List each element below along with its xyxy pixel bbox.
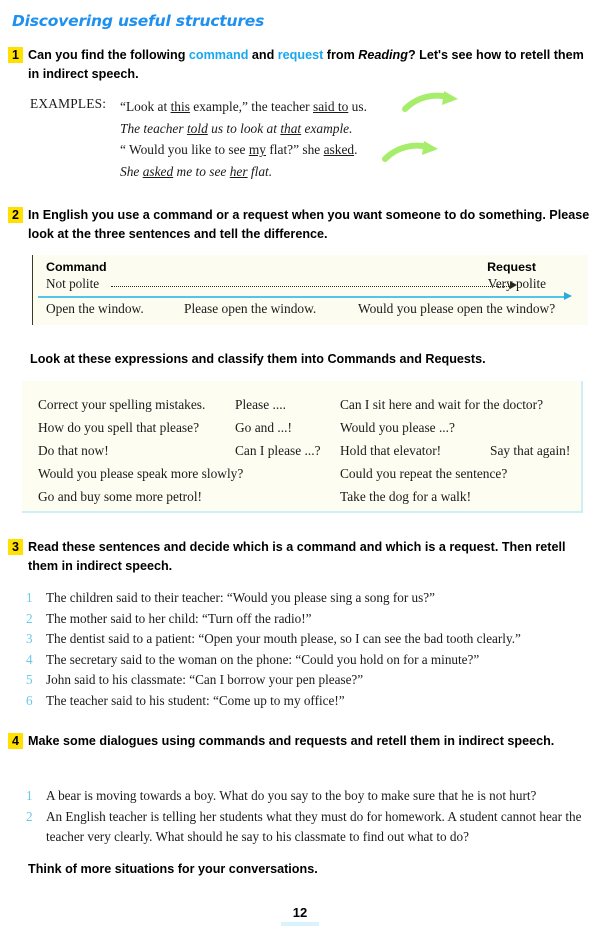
- task-3-list: [22, 588, 592, 711]
- expression-c3: Hold that elevator!: [340, 443, 442, 458]
- task-3-item-number: 4: [26, 651, 33, 667]
- task-3-item-text: The mother said to her child: “Turn off the radio!”: [46, 610, 312, 626]
- scale-sentence-3: Would you please open the window?: [358, 301, 556, 316]
- expression-a1: Correct your spelling mistakes.: [38, 397, 206, 412]
- task-1-part-b: and: [248, 48, 278, 62]
- keyword-command: command: [188, 48, 249, 62]
- task-2-text: In English you use a command or a request when you want someone to do something. Please look at the three sentences and tell the difference.: [28, 208, 590, 241]
- example-line-4-seg-3: me to see: [173, 163, 230, 179]
- example-line-4: [120, 161, 500, 183]
- task-1: [8, 46, 592, 83]
- reading-reference: Reading: [358, 48, 408, 62]
- example-line-2-seg-4: that: [280, 120, 302, 136]
- task-3-item-number: 6: [26, 692, 33, 708]
- task-3-item-text: The teacher said to his student: “Come up to my office!”: [46, 692, 345, 708]
- task-3-item-text: The dentist said to a patient: “Open your mouth please, so I can see the bad tooth clearly.”: [46, 631, 521, 646]
- expression-a2: How do you spell that please?: [38, 420, 200, 435]
- examples-label: EXAMPLES:: [30, 96, 107, 111]
- example-line-1-seg-1: “Look at: [120, 99, 171, 114]
- examples-block: [30, 96, 500, 182]
- task-number-badge-2: 2: [8, 207, 23, 223]
- expression-a3: Do that now!: [38, 443, 109, 458]
- page-number: 12: [292, 905, 308, 920]
- example-line-1-seg-3: example,” the teacher: [189, 99, 313, 114]
- scale-sub-very-polite: Very polite: [487, 276, 546, 291]
- scale-sub-not-polite: Not polite: [46, 276, 100, 291]
- example-line-3-seg-5: .: [354, 142, 358, 157]
- task-4-item: [22, 786, 592, 807]
- example-line-1-seg-5: us.: [348, 99, 367, 114]
- keyword-request: request: [277, 48, 324, 62]
- scale-heading-command: Command: [46, 260, 107, 274]
- dotted-scale-line: [111, 286, 511, 288]
- task-number-badge-4: 4: [8, 733, 23, 749]
- example-line-4-seg-1: She: [120, 163, 143, 179]
- expression-c2: Would you please ...?: [340, 420, 455, 435]
- task-3-item-number: 5: [26, 672, 33, 687]
- task-3-item: [22, 670, 592, 691]
- expression-b3: Can I please ...?: [235, 443, 321, 458]
- expressions-box: [22, 381, 583, 513]
- polite-scale-box: [32, 255, 588, 325]
- task-3-text: Read these sentences and decide which is a command and which is a request. Then retell them in indirect speech.: [28, 540, 566, 573]
- task-3-item: [22, 609, 592, 630]
- example-line-3-seg-2: my: [248, 142, 266, 157]
- page-number-rule: [281, 922, 319, 926]
- example-line-2: [120, 118, 500, 140]
- classify-instruction: Look at these expressions and classify them into Commands and Requests.: [30, 352, 486, 366]
- task-4-item-text: An English teacher is telling her students what they must do for homework. A student cannot hear the teacher very clearly. What should he say to his classmate to find out what to do?: [46, 808, 582, 844]
- task-4-item: [22, 807, 592, 848]
- task-4-list: [22, 786, 592, 848]
- task-4-item-number: 1: [26, 788, 33, 803]
- task-number-badge-3: 3: [8, 539, 23, 555]
- examples-lines: [120, 96, 500, 182]
- expression-d1: Say that again!: [490, 443, 571, 458]
- task-4-item-text: A bear is moving towards a boy. What do you say to the boy to make sure that he is not hurt?: [46, 788, 537, 803]
- scale-heading-request: Request: [487, 260, 536, 274]
- expression-a5: Go and buy some more petrol!: [38, 489, 202, 504]
- task-3-item: [22, 691, 592, 712]
- example-line-3-seg-4: asked: [323, 142, 355, 157]
- closing-line: Think of more situations for your conversations.: [28, 862, 318, 876]
- expression-b1: Please ....: [235, 397, 286, 412]
- task-3-item: [22, 588, 592, 609]
- task-2: [8, 206, 592, 243]
- page-title: Discovering useful structures: [12, 12, 265, 30]
- task-3-item-text: The children said to their teacher: “Would you please sing a song for us?”: [46, 590, 435, 605]
- cyan-arrow-icon: [564, 292, 572, 300]
- example-line-3-seg-1: “ Would you like to see: [120, 142, 249, 157]
- scale-sentence-1: Open the window.: [46, 301, 144, 316]
- expression-a4: Would you please speak more slowly?: [38, 466, 244, 481]
- example-line-1-seg-2: this: [170, 99, 190, 114]
- task-number-badge-1: 1: [8, 47, 23, 63]
- scale-sentence-2: Please open the window.: [184, 301, 317, 316]
- expression-c1: Can I sit here and wait for the doctor?: [340, 397, 544, 412]
- task-1-text: [28, 46, 592, 83]
- task-3-item-text: The secretary said to the woman on the phone: “Could you hold on for a minute?”: [46, 651, 480, 667]
- dotted-arrow-icon: [510, 281, 517, 289]
- example-line-2-seg-3: us to look at: [207, 120, 281, 136]
- task-3-item: [22, 650, 592, 671]
- task-1-part-d: ? Let's see how to retell them in indirect speech.: [28, 48, 584, 81]
- expression-b2: Go and ...!: [235, 420, 292, 435]
- example-line-4-seg-4: her: [229, 163, 248, 179]
- example-line-2-seg-2: told: [186, 120, 208, 136]
- task-1-part-c: from: [323, 48, 359, 62]
- example-line-2-seg-5: example.: [301, 120, 353, 136]
- example-line-1-seg-4: said to: [312, 99, 349, 114]
- expression-c5: Take the dog for a walk!: [340, 489, 472, 504]
- task-3: [8, 538, 592, 575]
- task-4-item-number: 2: [26, 808, 33, 824]
- example-line-1: [120, 96, 500, 118]
- task-3-item-number: 2: [26, 610, 33, 626]
- task-3-item-number: 3: [26, 631, 33, 646]
- task-3-item-text: John said to his classmate: “Can I borrow your pen please?”: [46, 672, 364, 687]
- example-line-2-seg-1: The teacher: [120, 120, 187, 136]
- task-3-item: [22, 629, 592, 650]
- task-4: [8, 732, 592, 751]
- cyan-scale-line: [38, 296, 565, 298]
- task-1-part-a: Can you find the following: [28, 48, 189, 62]
- example-line-4-seg-5: flat.: [247, 163, 273, 179]
- example-line-4-seg-2: asked: [142, 163, 174, 179]
- example-line-3: [120, 139, 500, 161]
- task-3-item-number: 1: [26, 590, 33, 605]
- task-4-text: Make some dialogues using commands and requests and retell them in indirect speech.: [28, 734, 555, 748]
- example-line-3-seg-3: flat?” she: [265, 142, 324, 157]
- expression-c4: Could you repeat the sentence?: [340, 466, 508, 481]
